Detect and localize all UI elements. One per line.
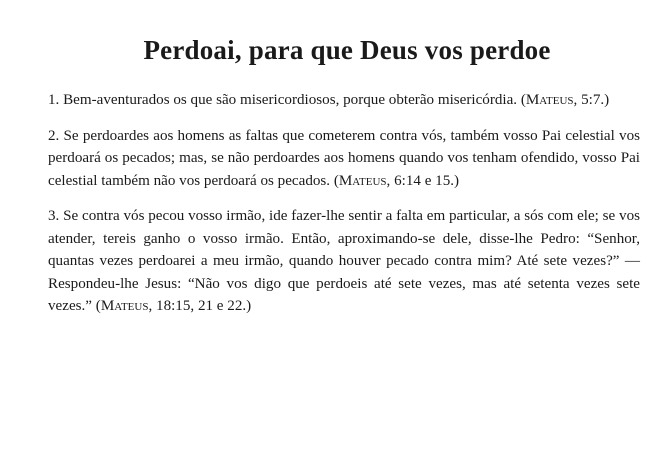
page	[48, 30, 640, 318]
reference-book: Mateus	[100, 298, 149, 314]
paragraph-text: Se perdoardes aos homens as faltas que cometerem contra vós, também vosso Pai celestial vos perdoará os pecados; mas, se não perdoardes aos homens quando vos tenham ofendido, vosso Pai celestial também não vos perdoará os pecados.	[48, 127, 640, 189]
paragraph-number: 3.	[48, 208, 60, 224]
paragraph-number: 2.	[48, 127, 60, 144]
paragraph-text: Se contra vós pecou vosso irmão, ide fazer-lhe sentir a falta em particular, a sós com ele; se vos atender, tereis ganho o vosso irmão. Então, aproximando-se dele, disse-lhe Pedro: “Senhor, quantas vezes perdoarei a meu irmão, quando houver pecado contra mim? Até sete vezes?” — Respondeu-lhe Jesus: “Não vos digo que perdoeis até sete vezes, mas até setenta vezes sete vezes.”	[48, 208, 640, 314]
scripture-reference: (Mateus, 6:14 e 15.)	[333, 172, 460, 189]
paragraph-2	[48, 125, 640, 193]
paragraph-text: Bem-aventurados os que são misericordiosos, porque obterão misericórdia.	[63, 92, 518, 108]
paragraph-number: 1.	[48, 92, 60, 108]
reference-location: , 5:7.)	[573, 92, 610, 108]
scripture-reference: (Mateus, 18:15, 21 e 22.)	[95, 298, 252, 314]
page-title: Perdoai, para que Deus vos perdoe	[143, 35, 551, 65]
reference-location: , 18:15, 21 e 22.)	[148, 298, 252, 314]
paragraph-3	[48, 205, 640, 318]
scripture-reference: (Mateus, 5:7.)	[520, 92, 610, 108]
reference-book: Mateus	[338, 172, 387, 189]
paragraph-1	[48, 89, 640, 112]
reference-location: , 6:14 e 15.)	[386, 172, 460, 189]
reference-book: Mateus	[525, 92, 574, 108]
